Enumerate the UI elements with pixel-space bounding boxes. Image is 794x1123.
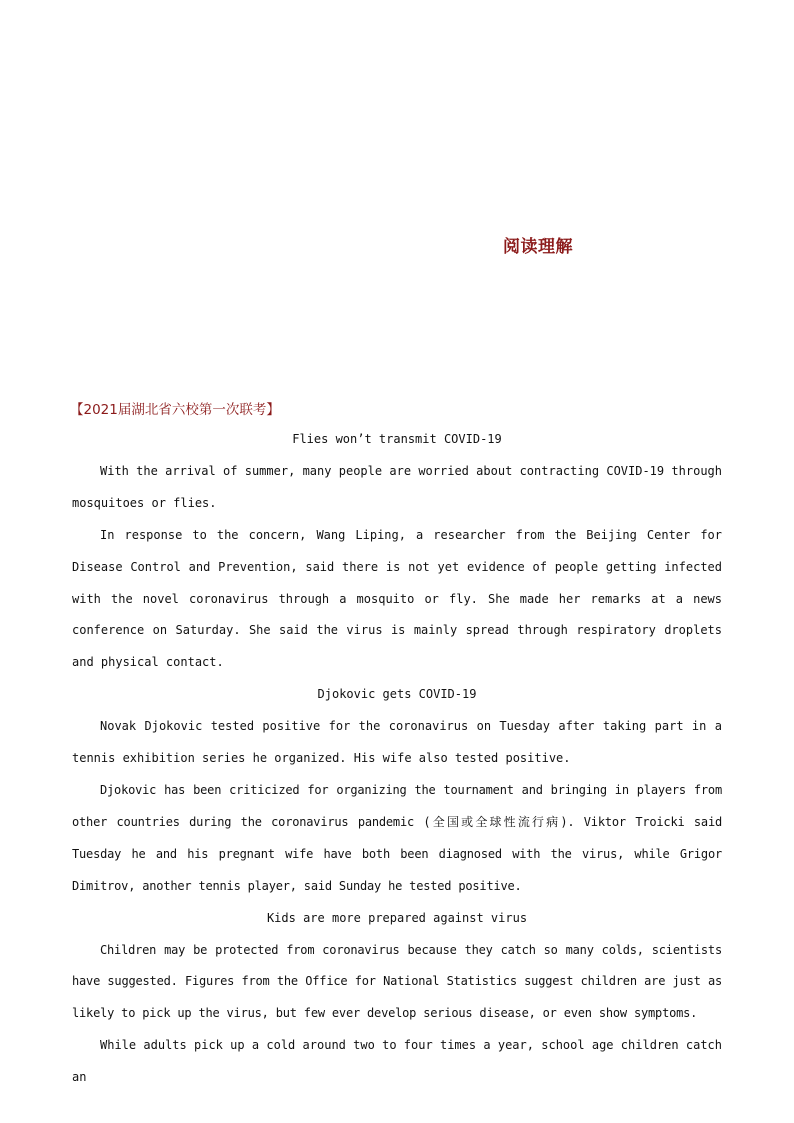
article-paragraph: With the arrival of summer, many people are worried about contracting COVID-19 through mosquitoes or flies. [72,463,722,510]
article-paragraph: While adults pick up a cold around two to four times a year, school age children catch an [72,1038,722,1085]
article-djokovic [72,679,722,902]
exam-source-tag: 【2021届湖北省六校第一次联考】 [70,402,280,418]
article-heading: Flies won’t transmit COVID-19 [292,432,502,446]
article-paragraph: In response to the concern, Wang Liping, a researcher from the Beijing Center for Disease Control and Prevention, said there is not yet evidence of people getting infected with the novel coronavirus through a mosquito or fly. She made her remarks at a news conference on Saturday. She said the virus is mainly spread through respiratory droplets and physical contact. [72,527,722,670]
article-body [72,424,722,1094]
document-title: 阅读理解 [503,237,573,257]
article-kids [72,903,722,1094]
article-paragraph: Children may be protected from coronavirus because they catch so many colds, scientists have suggested. Figures from the Office for National Statistics suggest children are just as likely to pick up the virus, but few ever develop serious disease, or even show symptoms. [72,942,722,1021]
article-paragraph: Djokovic has been criticized for organizing the tournament and bringing in players from other countries during the coronavirus pandemic (全国或全球性流行病). Viktor Troicki said Tuesday he and his pregnant wife have both been diagnosed with the virus, while Grigor Dimitrov, another tennis player, said Sunday he tested positive. [72,782,722,893]
article-paragraph: Novak Djokovic tested positive for the coronavirus on Tuesday after taking part in a tennis exhibition series he organized. His wife also tested positive. [72,719,722,766]
article-heading: Kids are more prepared against virus [266,910,528,925]
article-flies [72,424,722,679]
article-heading: Djokovic gets COVID-19 [317,687,477,702]
